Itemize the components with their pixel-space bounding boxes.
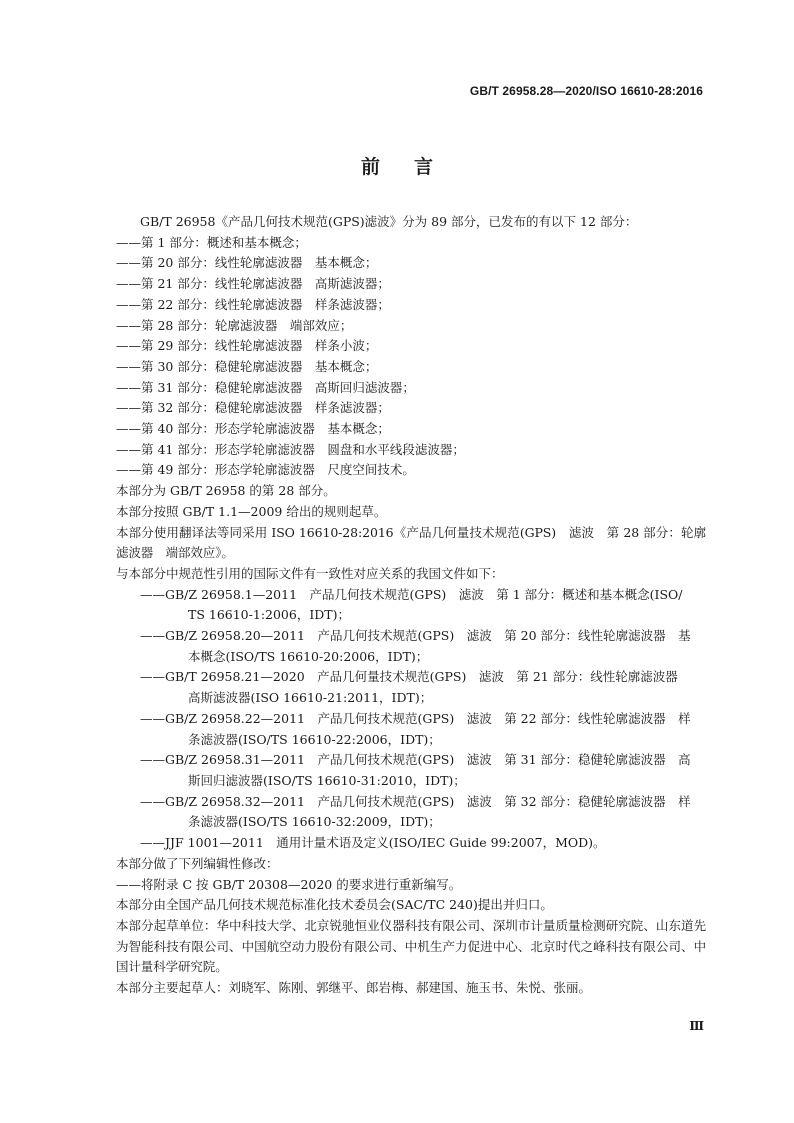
correspondence-item — [116, 709, 706, 750]
part-list-item: ——第 31 部分：稳健轮廓滤波器 高斯回归滤波器； — [116, 379, 415, 395]
correspondence-line: ——GB/Z 26958.31—2011 产品几何技术规范(GPS) 滤波 第 31 部分：稳健轮廓滤波器 高 — [140, 752, 691, 768]
rules-statement: 本部分按照 GB/T 1.1—2009 给出的规则起草。 — [116, 503, 387, 519]
drafting-units: 本部分起草单位：华中科技大学、北京锐驰恒业仪器科技有限公司、深圳市计量质量检测研究院、山东道先为智能科技有限公司、中国航空动力股份有限公司、中机生产力促进中心、北京时代之峰科技有限公司、中国计量科学研究院。 — [116, 917, 706, 975]
part-list-item: ——第 40 部分：形态学轮廓滤波器 基本概念； — [116, 421, 390, 437]
part-list-item: ——第 20 部分：线性轮廓滤波器 基本概念； — [116, 255, 378, 271]
editorial-intro: 本部分做了下列编辑性修改： — [116, 855, 279, 871]
intro-paragraph: GB/T 26958《产品几何技术规范(GPS)滤波》分为 89 部分，已发布的有以下 12 部分： — [140, 214, 638, 229]
part-list-item: ——第 1 部分：概述和基本概念； — [116, 234, 307, 250]
correspondence-line: ——GB/T 26958.21—2020 产品几何量技术规范(GPS) 滤波 第 21 部分：线性轮廓滤波器 — [140, 669, 678, 685]
part-list-item: ——第 28 部分：轮廓滤波器 端部效应； — [116, 317, 353, 333]
correspondence-line: ——GB/Z 26958.22—2011 产品几何技术规范(GPS) 滤波 第 22 部分：线性轮廓滤波器 样 — [140, 710, 691, 726]
committee-statement: 本部分由全国产品几何技术规范标准化技术委员会(SAC/TC 240)提出并归口。 — [116, 897, 553, 913]
correspondence-line-cont: 斯回归滤波器(ISO/TS 16610-31:2010，IDT)； — [188, 772, 466, 788]
correspondence-intro: 与本部分中规范性引用的国际文件有一致性对应关系的我国文件如下： — [116, 565, 504, 581]
foreword-body — [116, 212, 706, 999]
page-number: Ⅲ — [689, 1019, 704, 1033]
correspondence-item — [116, 750, 706, 791]
part-list-item: ——第 32 部分：稳健轮廓滤波器 样条滤波器； — [116, 400, 390, 416]
correspondence-item — [116, 792, 706, 833]
standard-code-header: GB/T 26958.28—2020/ISO 16610-28:2016 — [469, 84, 703, 98]
correspondence-line-cont: 高斯滤波器(ISO 16610-21:2011，IDT)； — [188, 690, 433, 706]
part-list-item: ——第 21 部分：线性轮廓滤波器 高斯滤波器； — [116, 276, 390, 292]
correspondence-item — [116, 667, 706, 708]
part-list-item: ——第 22 部分：线性轮廓滤波器 样条滤波器； — [116, 296, 390, 312]
translation-statement: 本部分使用翻译法等同采用 ISO 16610-28:2016《产品几何量技术规范(GPS) 滤波 第 28 部分：轮廓滤波器 端部效应》。 — [116, 524, 706, 561]
correspondence-line-cont: 本概念(ISO/TS 16610-20:2006，IDT)； — [188, 648, 429, 664]
part-statement: 本部分为 GB/T 26958 的第 28 部分。 — [116, 483, 336, 499]
drafters: 本部分主要起草人：刘晓军、陈刚、郭继平、郎岩梅、郝建国、施玉书、朱悦、张丽。 — [116, 980, 592, 996]
correspondence-line: ——GB/Z 26958.20—2011 产品几何技术规范(GPS) 滤波 第 20 部分：线性轮廓滤波器 基 — [140, 628, 691, 644]
correspondence-line: ——GB/Z 26958.32—2011 产品几何技术规范(GPS) 滤波 第 32 部分：稳健轮廓滤波器 样 — [140, 793, 691, 809]
part-list-item: ——第 29 部分：线性轮廓滤波器 样条小波； — [116, 338, 378, 354]
correspondence-last-item: ——JJF 1001—2011 通用计量术语及定义(ISO/IEC Guide 99:2007，MOD)。 — [140, 835, 606, 851]
correspondence-line-cont: 条滤波器(ISO/TS 16610-22:2006，IDT)； — [188, 731, 441, 747]
correspondence-item — [116, 626, 706, 667]
part-list-item: ——第 30 部分：稳健轮廓滤波器 基本概念； — [116, 358, 378, 374]
correspondence-line-cont: TS 16610-1:2006，IDT)； — [188, 607, 351, 623]
correspondence-item — [116, 585, 706, 626]
part-list-item: ——第 49 部分：形态学轮廓滤波器 尺度空间技术。 — [116, 462, 415, 478]
part-list-item: ——第 41 部分：形态学轮廓滤波器 圆盘和水平线段滤波器； — [116, 441, 465, 457]
page-title: 前言 — [360, 156, 467, 178]
editorial-item: ——将附录 C 按 GB/T 20308—2020 的要求进行重新编写。 — [116, 876, 462, 892]
correspondence-line-cont: 条滤波器(ISO/TS 16610-32:2009，IDT)； — [188, 814, 441, 830]
correspondence-line: ——GB/Z 26958.1—2011 产品几何技术规范(GPS) 滤波 第 1 部分：概述和基本概念(ISO/ — [140, 586, 683, 602]
